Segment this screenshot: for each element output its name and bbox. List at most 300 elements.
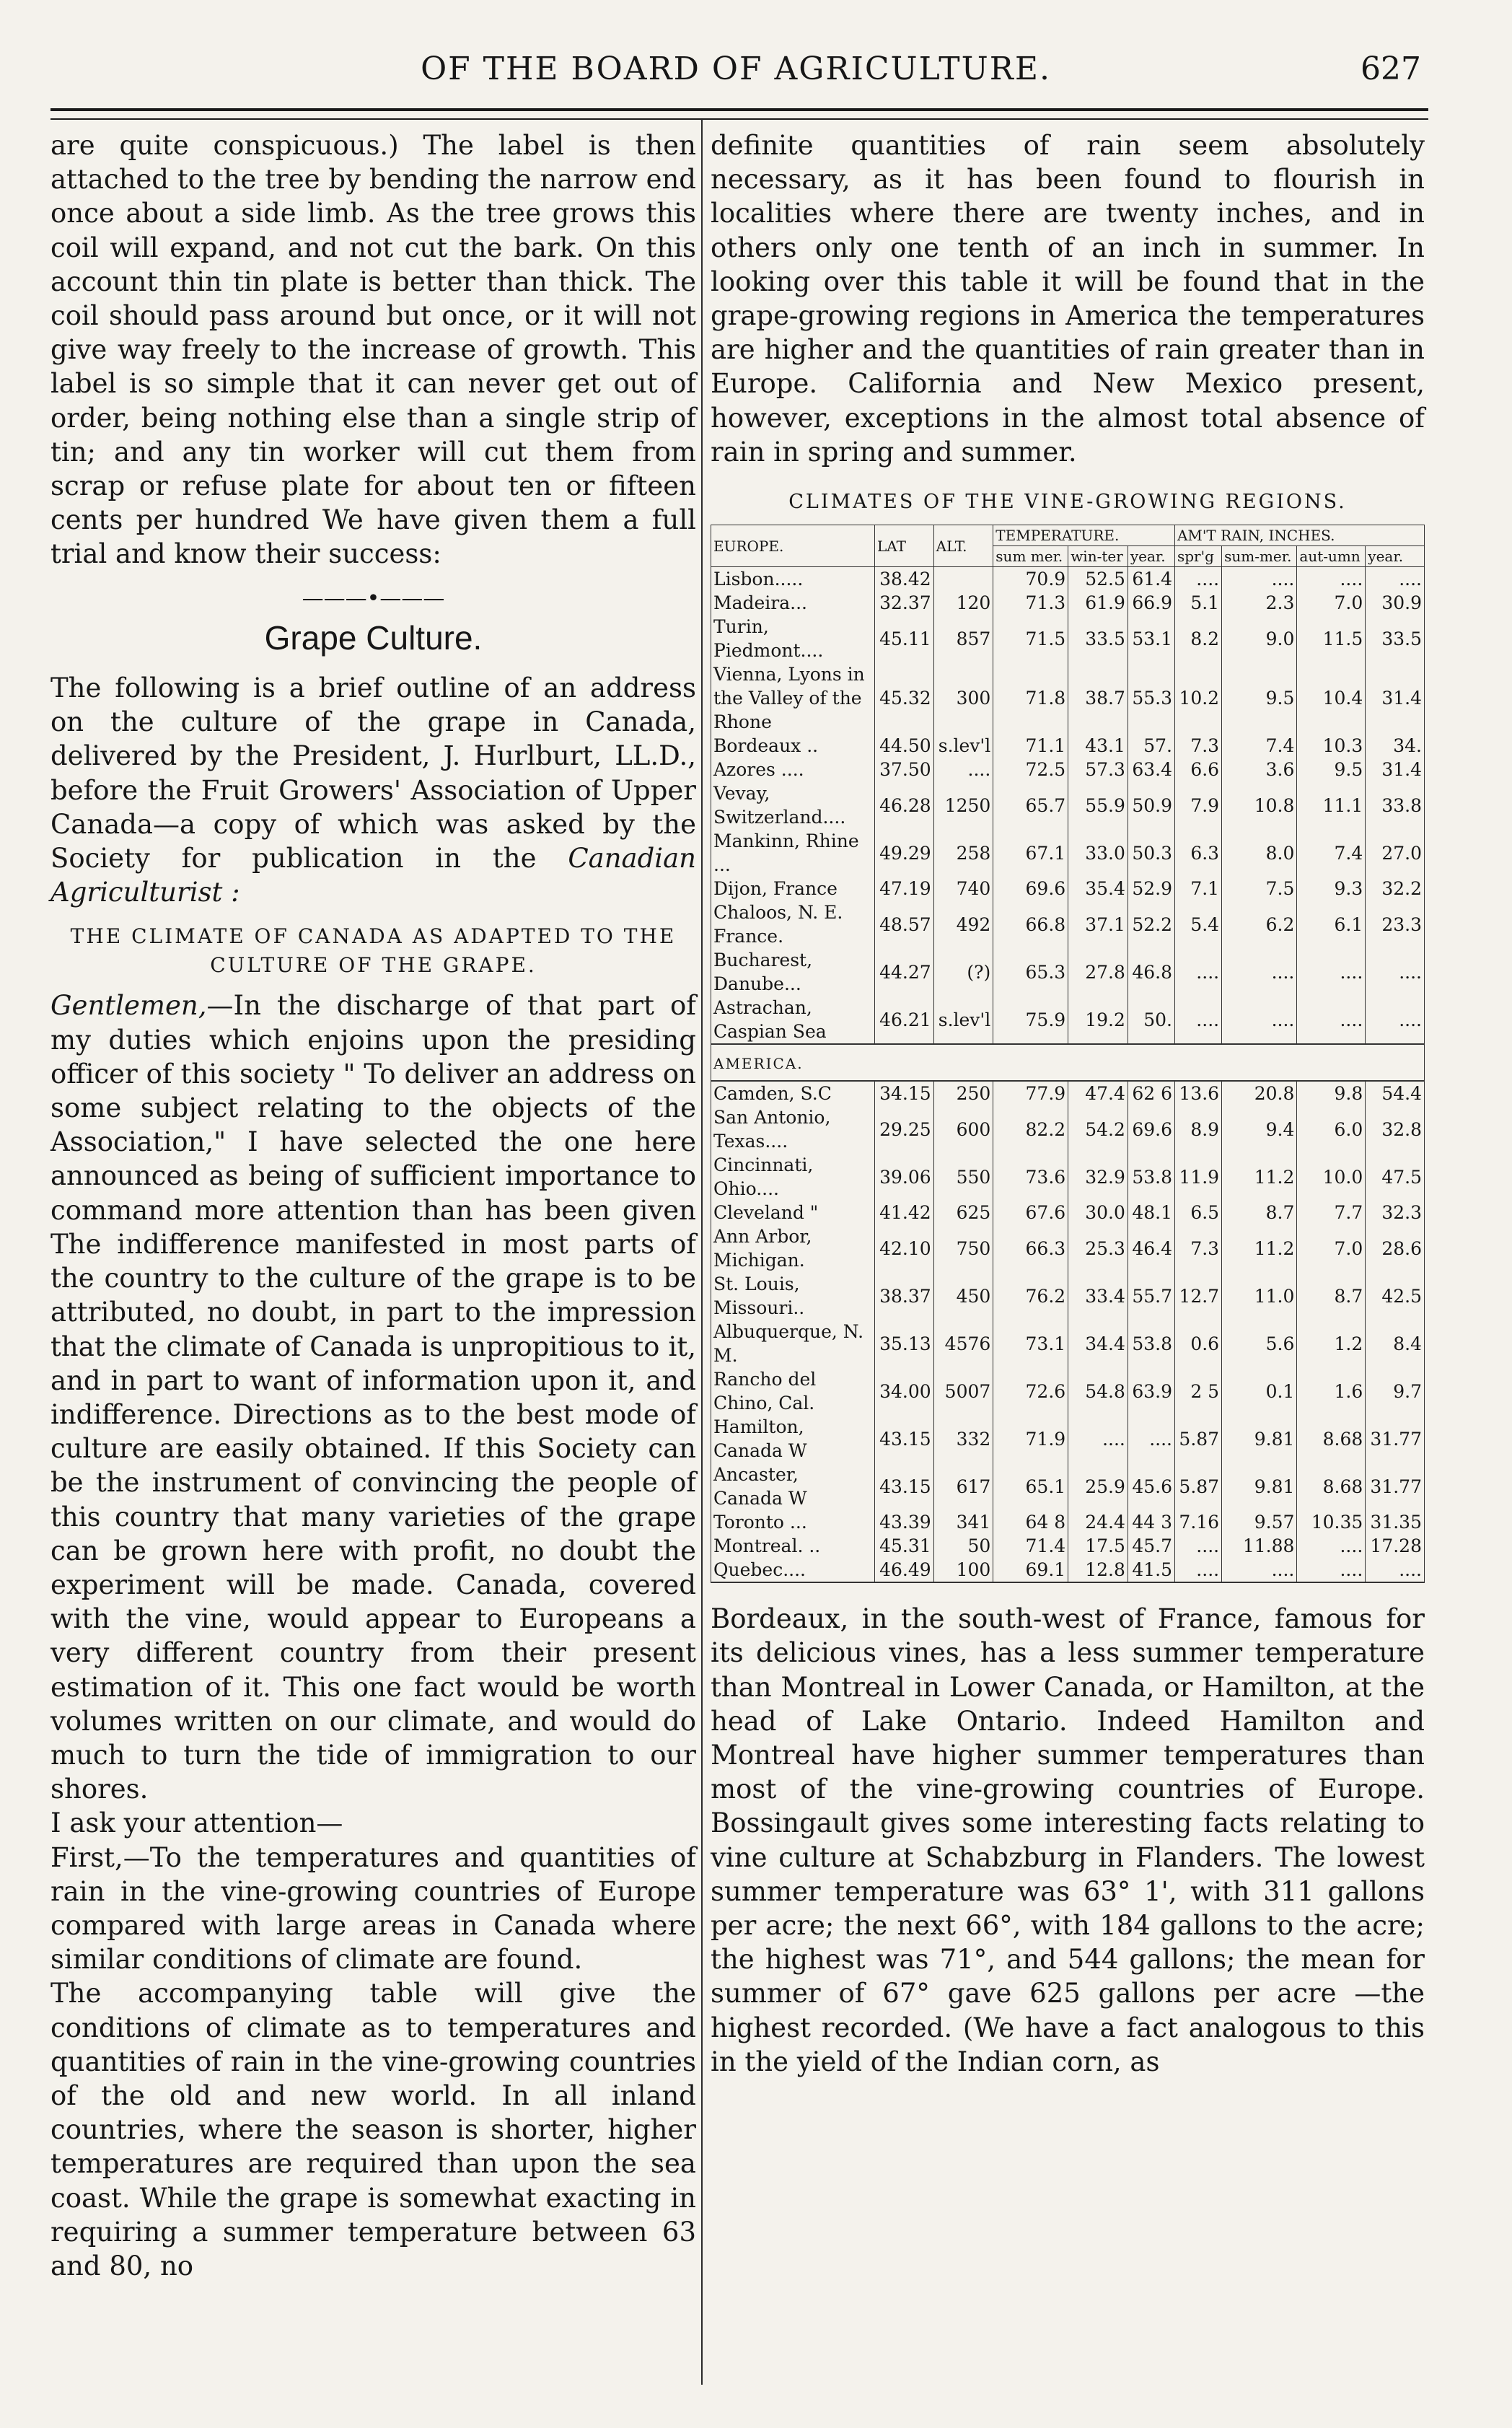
cell-temp-winter: 43.1 [1068, 734, 1128, 758]
cell-temp-winter: 57.3 [1068, 758, 1128, 781]
cell-rain-year: 32.8 [1366, 1105, 1425, 1153]
cell-rain-autumn: 6.1 [1297, 900, 1366, 948]
cell-lat: 46.21 [875, 996, 934, 1044]
cell-rain-autumn: .... [1297, 996, 1366, 1044]
cell-rain-year: 32.2 [1366, 877, 1425, 900]
cell-rain-summer: 11.2 [1222, 1153, 1297, 1201]
table-header-row [711, 525, 1425, 546]
right-column [711, 128, 1425, 2079]
first-point-paragraph: First,—To the temperatures and quantities of rain in the vine-growing countries of Europe compared with large areas in Canada where similar conditions of climate are found. [50, 1841, 696, 1976]
header-r-year: year. [1366, 546, 1425, 567]
america-label: AMERICA. [711, 1044, 1425, 1081]
cell-place: Quebec.... [711, 1558, 875, 1582]
table-row [711, 567, 1425, 592]
cell-place: Turin, Piedmont.... [711, 615, 875, 662]
cell-alt: 750 [933, 1224, 993, 1272]
cell-rain-summer: 9.4 [1222, 1105, 1297, 1153]
cell-rain-autumn: 9.3 [1297, 877, 1366, 900]
cell-temp-winter: 33.4 [1068, 1272, 1128, 1320]
cell-rain-autumn: 10.3 [1297, 734, 1366, 758]
cell-rain-spring: 6.6 [1174, 758, 1221, 781]
section-heading: Grape Culture. [264, 618, 483, 657]
cell-rain-year: 47.5 [1366, 1153, 1425, 1201]
cell-lat: 43.15 [875, 1463, 934, 1510]
cell-temp-summer: 71.1 [993, 734, 1068, 758]
cell-temp-year: 48.1 [1128, 1201, 1174, 1224]
cell-lat: 46.49 [875, 1558, 934, 1582]
attention-line: I ask your attention— [50, 1807, 343, 1839]
header-r-spring: spr'g [1174, 546, 1221, 567]
cell-temp-winter: 47.4 [1068, 1081, 1128, 1105]
cell-temp-year: 41.5 [1128, 1558, 1174, 1582]
table-row [711, 1201, 1425, 1224]
table-row [711, 996, 1425, 1044]
cell-rain-spring: 11.9 [1174, 1153, 1221, 1201]
america-section-row [711, 1044, 1425, 1081]
cell-rain-autumn: 1.6 [1297, 1367, 1366, 1415]
cell-rain-spring: .... [1174, 996, 1221, 1044]
europe-rows [711, 567, 1425, 1045]
cell-rain-summer: .... [1222, 567, 1297, 592]
cell-rain-spring: 6.5 [1174, 1201, 1221, 1224]
cell-rain-autumn: 7.0 [1297, 1224, 1366, 1272]
cell-temp-year: 53.8 [1128, 1153, 1174, 1201]
cell-temp-summer: 72.6 [993, 1367, 1068, 1415]
cell-lat: 45.11 [875, 615, 934, 662]
cell-rain-autumn: .... [1297, 1558, 1366, 1582]
cell-rain-year: 42.5 [1366, 1272, 1425, 1320]
cell-temp-year: 45.7 [1128, 1534, 1174, 1558]
cell-lat: 43.39 [875, 1510, 934, 1534]
cell-rain-spring: 13.6 [1174, 1081, 1221, 1105]
header-lat: LAT [875, 525, 934, 567]
table-row [711, 948, 1425, 996]
cell-temp-year: 55.3 [1128, 662, 1174, 734]
cell-rain-autumn: 10.0 [1297, 1153, 1366, 1201]
table-row [711, 734, 1425, 758]
table-row [711, 1463, 1425, 1510]
cell-alt: 5007 [933, 1367, 993, 1415]
cell-rain-summer: 8.7 [1222, 1201, 1297, 1224]
cell-alt: 617 [933, 1463, 993, 1510]
cell-temp-summer: 71.3 [993, 591, 1068, 615]
cell-rain-autumn: .... [1297, 948, 1366, 996]
cell-temp-winter: 38.7 [1068, 662, 1128, 734]
cell-temp-winter: 34.4 [1068, 1320, 1128, 1367]
cell-temp-winter: 12.8 [1068, 1558, 1128, 1582]
cell-rain-spring: 8.2 [1174, 615, 1221, 662]
cell-temp-summer: 65.7 [993, 781, 1068, 829]
cell-rain-spring: 12.7 [1174, 1272, 1221, 1320]
cell-rain-year: 31.35 [1366, 1510, 1425, 1534]
cell-temp-winter: 54.2 [1068, 1105, 1128, 1153]
cell-temp-winter: 24.4 [1068, 1510, 1128, 1534]
cell-alt: 4576 [933, 1320, 993, 1367]
header-alt: ALT. [933, 525, 993, 567]
cell-alt: 625 [933, 1201, 993, 1224]
cell-temp-year: .... [1128, 1415, 1174, 1463]
cell-rain-autumn: 8.7 [1297, 1272, 1366, 1320]
cell-temp-summer: 71.9 [993, 1415, 1068, 1463]
cell-temp-year: 52.9 [1128, 877, 1174, 900]
cell-temp-summer: 71.8 [993, 662, 1068, 734]
cell-temp-winter: 32.9 [1068, 1153, 1128, 1201]
cell-temp-summer: 69.1 [993, 1558, 1068, 1582]
cell-rain-year: 34. [1366, 734, 1425, 758]
cell-temp-winter: 17.5 [1068, 1534, 1128, 1558]
cell-rain-spring: 7.1 [1174, 877, 1221, 900]
cell-temp-winter: 33.5 [1068, 615, 1128, 662]
table-row [711, 829, 1425, 877]
section-ornament: ———•——— [302, 585, 445, 611]
cell-temp-winter: 35.4 [1068, 877, 1128, 900]
cell-rain-spring: .... [1174, 948, 1221, 996]
cell-temp-summer: 82.2 [993, 1105, 1068, 1153]
cell-rain-summer: 7.5 [1222, 877, 1297, 900]
cell-rain-year: .... [1366, 948, 1425, 996]
cell-place: St. Louis, Missouri.. [711, 1272, 875, 1320]
cell-temp-winter: 33.0 [1068, 829, 1128, 877]
cell-rain-autumn: 7.7 [1297, 1201, 1366, 1224]
cell-rain-summer: 11.88 [1222, 1534, 1297, 1558]
cell-temp-year: 50.3 [1128, 829, 1174, 877]
cell-rain-summer: 5.6 [1222, 1320, 1297, 1367]
cell-rain-year: 8.4 [1366, 1320, 1425, 1367]
header-t-year: year. [1128, 546, 1174, 567]
cell-alt: (?) [933, 948, 993, 996]
cell-temp-year: 53.1 [1128, 615, 1174, 662]
address-text: —In the discharge of that part of my duties which enjoins upon the presiding officer of this society " To deliver an address on some subject relating to the objects of the Association," I have selected the one here announced as being of sufficient importance to command more attention than has been given The indifference manifested in most parts of the country to the culture of the grape is to be attributed, no doubt, in part to the impression that the climate of Canada is unpropitious to it, and in part to want of information upon it, and indifference. Directions as to the best mode of culture are easily obtained. If this Society can be the instrument of convincing the people of this country that many varieties of the grape can be grown here with profit, no doubt the experiment will be made. Canada, covered with the vine, would appear to Europeans a very different country from their present estimation of it. This one fact would be worth volumes written on our climate, and would do much to turn the tide of immigration to our shores. [50, 990, 696, 1805]
header-t-winter: win-ter [1068, 546, 1128, 567]
cell-alt: 100 [933, 1558, 993, 1582]
cell-rain-spring: .... [1174, 1558, 1221, 1582]
america-section [711, 1044, 1425, 1081]
cell-rain-summer: 7.4 [1222, 734, 1297, 758]
table-row [711, 1415, 1425, 1463]
cell-lat: 29.25 [875, 1105, 934, 1153]
cell-temp-summer: 71.5 [993, 615, 1068, 662]
cell-rain-autumn: 6.0 [1297, 1105, 1366, 1153]
cell-place: Ancaster, Canada W [711, 1463, 875, 1510]
cell-rain-summer: 9.0 [1222, 615, 1297, 662]
cell-rain-summer: 11.0 [1222, 1272, 1297, 1320]
cell-lat: 47.19 [875, 877, 934, 900]
cell-rain-spring: 7.16 [1174, 1510, 1221, 1534]
cell-temp-summer: 73.6 [993, 1153, 1068, 1201]
cell-temp-winter: 30.0 [1068, 1201, 1128, 1224]
cell-lat: 35.13 [875, 1320, 934, 1367]
cell-alt: 600 [933, 1105, 993, 1153]
cell-rain-autumn: 9.8 [1297, 1081, 1366, 1105]
cell-temp-winter: 61.9 [1068, 591, 1128, 615]
table-row [711, 1320, 1425, 1367]
cell-temp-summer: 67.1 [993, 829, 1068, 877]
cell-rain-spring: 5.1 [1174, 591, 1221, 615]
cell-place: San Antonio, Texas.... [711, 1105, 875, 1153]
cell-rain-autumn: 11.1 [1297, 781, 1366, 829]
cell-alt: 332 [933, 1415, 993, 1463]
table-row [711, 1224, 1425, 1272]
cell-alt: 492 [933, 900, 993, 948]
header-temperature: TEMPERATURE. [993, 525, 1175, 546]
cell-rain-autumn: 8.68 [1297, 1415, 1366, 1463]
cell-temp-summer: 76.2 [993, 1272, 1068, 1320]
cell-place: Montreal. .. [711, 1534, 875, 1558]
cell-rain-year: 31.77 [1366, 1415, 1425, 1463]
cell-rain-year: .... [1366, 567, 1425, 592]
cell-place: Bucharest, Danube... [711, 948, 875, 996]
cell-place: Camden, S.C [711, 1081, 875, 1105]
address-subheading: THE CLIMATE OF CANADA AS ADAPTED TO THE CULTURE OF THE GRAPE. [70, 924, 677, 978]
cell-alt: 857 [933, 615, 993, 662]
cell-rain-spring: .... [1174, 1534, 1221, 1558]
running-title: OF THE BOARD OF AGRICULTURE. [421, 51, 1051, 87]
cell-rain-year: 17.28 [1366, 1534, 1425, 1558]
cell-place: Albuquerque, N. M. [711, 1320, 875, 1367]
cell-temp-winter: 55.9 [1068, 781, 1128, 829]
cell-temp-summer: 64 8 [993, 1510, 1068, 1534]
cell-temp-winter: 25.3 [1068, 1224, 1128, 1272]
cell-temp-summer: 69.6 [993, 877, 1068, 900]
table-row [711, 1534, 1425, 1558]
cell-rain-summer: 8.0 [1222, 829, 1297, 877]
cell-rain-summer: 11.2 [1222, 1224, 1297, 1272]
cell-temp-winter: .... [1068, 1415, 1128, 1463]
cell-place: Rancho del Chino, Cal. [711, 1367, 875, 1415]
cell-rain-spring: 8.9 [1174, 1105, 1221, 1153]
cell-rain-spring: 7.3 [1174, 734, 1221, 758]
cell-rain-autumn: 10.4 [1297, 662, 1366, 734]
cell-temp-year: 61.4 [1128, 567, 1174, 592]
cell-alt: 258 [933, 829, 993, 877]
table-title: CLIMATES OF THE VINE-GROWING REGIONS. [788, 491, 1347, 514]
table-row [711, 900, 1425, 948]
cell-temp-winter: 19.2 [1068, 996, 1128, 1044]
cell-rain-spring: 2 5 [1174, 1367, 1221, 1415]
cell-place: Azores .... [711, 758, 875, 781]
cell-rain-summer: 9.81 [1222, 1463, 1297, 1510]
cell-alt: 341 [933, 1510, 993, 1534]
cell-temp-year: 55.7 [1128, 1272, 1174, 1320]
cell-rain-summer: 10.8 [1222, 781, 1297, 829]
cell-rain-summer: 9.5 [1222, 662, 1297, 734]
cell-rain-autumn: 9.5 [1297, 758, 1366, 781]
cell-alt: 740 [933, 877, 993, 900]
cell-rain-year: .... [1366, 996, 1425, 1044]
cell-lat: 37.50 [875, 758, 934, 781]
table-row [711, 758, 1425, 781]
cell-temp-year: 44 3 [1128, 1510, 1174, 1534]
cell-temp-year: 57. [1128, 734, 1174, 758]
intro-text: The following is a brief outline of an address on the culture of the grape in Canada, delivered by the President, J. Hurlburt, LL.D., before the Fruit Growers' Association of Upper Canada—a copy of which was asked by the Society for publication in the [50, 672, 696, 875]
cell-rain-autumn: .... [1297, 1534, 1366, 1558]
salutation: Gentlemen, [50, 990, 207, 1022]
cell-temp-year: 52.2 [1128, 900, 1174, 948]
table-row [711, 1272, 1425, 1320]
cell-temp-year: 46.4 [1128, 1224, 1174, 1272]
cell-temp-winter: 52.5 [1068, 567, 1128, 592]
cell-temp-summer: 73.1 [993, 1320, 1068, 1367]
cell-place: Vevay, Switzerland.... [711, 781, 875, 829]
cell-lat: 38.37 [875, 1272, 934, 1320]
cell-temp-summer: 77.9 [993, 1081, 1068, 1105]
cell-rain-summer: .... [1222, 948, 1297, 996]
cell-rain-year: 27.0 [1366, 829, 1425, 877]
cell-lat: 42.10 [875, 1224, 934, 1272]
cell-alt: 120 [933, 591, 993, 615]
cell-rain-summer: 0.1 [1222, 1367, 1297, 1415]
cell-lat: 43.15 [875, 1415, 934, 1463]
cell-rain-autumn: 7.4 [1297, 829, 1366, 877]
cell-rain-summer: 9.57 [1222, 1510, 1297, 1534]
cell-temp-year: 69.6 [1128, 1105, 1174, 1153]
climate-table [711, 525, 1425, 1583]
cell-alt: 250 [933, 1081, 993, 1105]
table-row [711, 877, 1425, 900]
cell-rain-summer: 6.2 [1222, 900, 1297, 948]
header-t-summer: sum mer. [993, 546, 1068, 567]
cell-rain-autumn: 7.0 [1297, 591, 1366, 615]
cell-lat: 44.27 [875, 948, 934, 996]
cell-place: Hamilton, Canada W [711, 1415, 875, 1463]
table-row [711, 1153, 1425, 1201]
header-europe: EUROPE. [711, 525, 875, 567]
publication-name: Canadian Agriculturist : [50, 843, 696, 908]
cell-temp-summer: 66.8 [993, 900, 1068, 948]
cell-place: Bordeaux .. [711, 734, 875, 758]
cell-temp-year: 63.4 [1128, 758, 1174, 781]
cell-rain-year: 54.4 [1366, 1081, 1425, 1105]
cell-temp-year: 53.8 [1128, 1320, 1174, 1367]
cell-rain-autumn: 10.35 [1297, 1510, 1366, 1534]
cell-place: Ann Arbor, Michigan. [711, 1224, 875, 1272]
header-r-autumn: aut-umn [1297, 546, 1366, 567]
label-paragraph: are quite conspicuous.) The label is then attached to the tree by bending the narrow end once about a side limb. As the tree grows this coil will expand, and not cut the bark. On this account thin tin plate is better than thick. The coil should pass around but once, or it will not give way freely to the increase of growth. This label is so simple that it can never get out of order, being nothing else than a single strip of tin; and any tin worker will cut them from scrap or refuse plate for about ten or fifteen cents per hundred We have given them a full trial and know their success: [50, 130, 696, 570]
rain-paragraph: definite quantities of rain seem absolutely necessary, as it has been found to flourish in localities where there are twenty inches, and in others only one tenth of an inch in summer. In looking over this table it will be found that in the grape-growing regions in America the temperatures are higher and the quantities of rain greater than in Europe. California and New Mexico present, however, exceptions in the almost total absence of rain in spring and summer. [711, 130, 1425, 468]
table-row [711, 1367, 1425, 1415]
cell-rain-year: 9.7 [1366, 1367, 1425, 1415]
header-rain: AM'T RAIN, INCHES. [1174, 525, 1424, 546]
cell-lat: 41.42 [875, 1201, 934, 1224]
cell-alt: s.lev'l [933, 734, 993, 758]
cell-lat: 34.00 [875, 1367, 934, 1415]
cell-temp-winter: 37.1 [1068, 900, 1128, 948]
cell-place: Cincinnati, Ohio.... [711, 1153, 875, 1201]
cell-temp-year: 50.9 [1128, 781, 1174, 829]
left-column [50, 128, 696, 2283]
table-row [711, 1081, 1425, 1105]
cell-lat: 49.29 [875, 829, 934, 877]
cell-rain-year: 31.77 [1366, 1463, 1425, 1510]
cell-rain-spring: 5.4 [1174, 900, 1221, 948]
cell-rain-year: 31.4 [1366, 758, 1425, 781]
cell-rain-autumn: 11.5 [1297, 615, 1366, 662]
header-r-summer: sum-mer. [1222, 546, 1297, 567]
cell-rain-year: 28.6 [1366, 1224, 1425, 1272]
table-row [711, 615, 1425, 662]
cell-rain-year: 32.3 [1366, 1201, 1425, 1224]
cell-temp-year: 66.9 [1128, 591, 1174, 615]
cell-alt: 50 [933, 1534, 993, 1558]
cell-rain-spring: .... [1174, 567, 1221, 592]
address-paragraph [50, 989, 696, 1806]
cell-rain-spring: 6.3 [1174, 829, 1221, 877]
cell-rain-year: 31.4 [1366, 662, 1425, 734]
cell-place: Madeira... [711, 591, 875, 615]
cell-rain-year: 30.9 [1366, 591, 1425, 615]
cell-rain-autumn: 8.68 [1297, 1463, 1366, 1510]
cell-rain-spring: 0.6 [1174, 1320, 1221, 1367]
cell-rain-spring: 10.2 [1174, 662, 1221, 734]
cell-temp-summer: 71.4 [993, 1534, 1068, 1558]
cell-alt: s.lev'l [933, 996, 993, 1044]
cell-rain-spring: 5.87 [1174, 1463, 1221, 1510]
cell-place: Cleveland " [711, 1201, 875, 1224]
cell-rain-summer: 2.3 [1222, 591, 1297, 615]
cell-place: Astrachan, Caspian Sea [711, 996, 875, 1044]
cell-temp-summer: 65.3 [993, 948, 1068, 996]
cell-lat: 44.50 [875, 734, 934, 758]
table-intro-paragraph: The accompanying table will give the conditions of climate as to temperatures and quantities of rain in the vine-growing countries of the old and new world. In all inland countries, where the season is shorter, higher temperatures are required than upon the sea coast. While the grape is somewhat exacting in requiring a summer temperature between 63 and 80, no [50, 1978, 696, 2282]
cell-rain-spring: 7.9 [1174, 781, 1221, 829]
cell-temp-winter: 27.8 [1068, 948, 1128, 996]
cell-temp-year: 46.8 [1128, 948, 1174, 996]
cell-temp-summer: 75.9 [993, 996, 1068, 1044]
cell-temp-summer: 72.5 [993, 758, 1068, 781]
cell-lat: 39.06 [875, 1153, 934, 1201]
table-row [711, 1558, 1425, 1582]
cell-temp-summer: 65.1 [993, 1463, 1068, 1510]
cell-rain-autumn: .... [1297, 567, 1366, 592]
cell-rain-summer: 9.81 [1222, 1415, 1297, 1463]
cell-place: Chaloos, N. E. France. [711, 900, 875, 948]
cell-place: Lisbon..... [711, 567, 875, 592]
cell-place: Mankinn, Rhine ... [711, 829, 875, 877]
table-row [711, 1105, 1425, 1153]
cell-temp-year: 45.6 [1128, 1463, 1174, 1510]
cell-rain-autumn: 1.2 [1297, 1320, 1366, 1367]
cell-alt: 550 [933, 1153, 993, 1201]
cell-place: Vienna, Lyons in the Valley of the Rhone [711, 662, 875, 734]
table-row [711, 591, 1425, 615]
column-divider [701, 119, 703, 2385]
intro-paragraph [50, 671, 696, 909]
cell-rain-summer: 20.8 [1222, 1081, 1297, 1105]
header-rule [50, 108, 1428, 120]
cell-temp-year: 50. [1128, 996, 1174, 1044]
table-row [711, 662, 1425, 734]
america-rows [711, 1081, 1425, 1582]
cell-rain-spring: 7.3 [1174, 1224, 1221, 1272]
cell-alt: 1250 [933, 781, 993, 829]
cell-place: Dijon, France [711, 877, 875, 900]
cell-lat: 46.28 [875, 781, 934, 829]
cell-temp-winter: 54.8 [1068, 1367, 1128, 1415]
cell-temp-summer: 66.3 [993, 1224, 1068, 1272]
cell-alt: .... [933, 758, 993, 781]
cell-lat: 45.31 [875, 1534, 934, 1558]
cell-rain-year: 33.8 [1366, 781, 1425, 829]
cell-temp-winter: 25.9 [1068, 1463, 1128, 1510]
cell-rain-summer: .... [1222, 1558, 1297, 1582]
cell-temp-year: 63.9 [1128, 1367, 1174, 1415]
cell-lat: 34.15 [875, 1081, 934, 1105]
cell-lat: 32.37 [875, 591, 934, 615]
cell-rain-summer: .... [1222, 996, 1297, 1044]
cell-temp-year: 62 6 [1128, 1081, 1174, 1105]
table-row [711, 781, 1425, 829]
page-header [50, 45, 1421, 102]
